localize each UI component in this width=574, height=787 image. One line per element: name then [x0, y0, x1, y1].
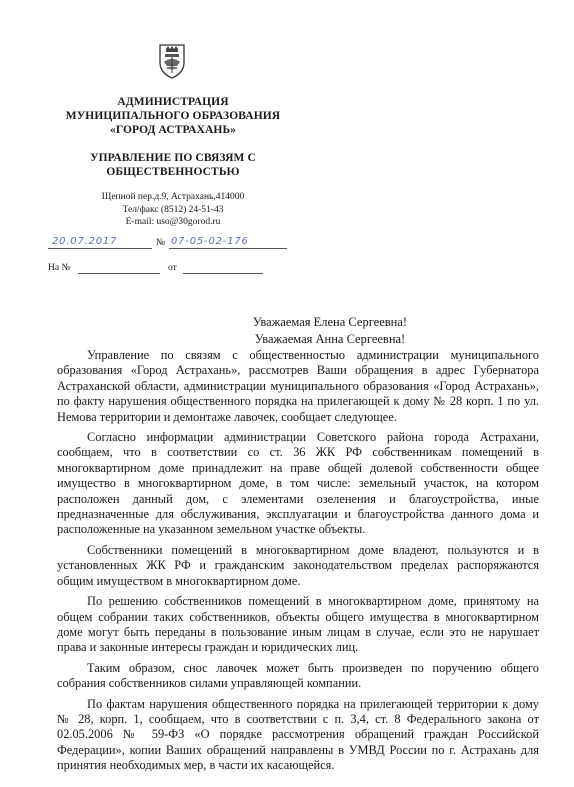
- letterhead: [58, 95, 288, 229]
- incoming-date-field: [183, 259, 263, 274]
- number-label: №: [156, 238, 166, 248]
- outgoing-registration-row: [48, 235, 288, 249]
- org-name-line-2: МУНИЦИПАЛЬНОГО ОБРАЗОВАНИЯ: [65, 110, 281, 122]
- department-line-1: УПРАВЛЕНИЕ ПО СВЯЗЯМ С: [90, 152, 256, 164]
- address-street: Щепной пер.д.9, Астрахань,414000: [101, 192, 245, 202]
- salutation-line-2: Уважаемая Анна Сергеевна!: [254, 332, 406, 346]
- number-field: [169, 234, 287, 249]
- department-line-2: ОБЩЕСТВЕННОСТЬЮ: [106, 166, 240, 178]
- salutation-line-1: Уважаемая Елена Сергеевна!: [252, 315, 408, 329]
- org-name-line-1: АДМИНИСТРАЦИЯ: [117, 96, 229, 108]
- salutation: [200, 314, 460, 348]
- handwritten-number: 07-05-02-176: [171, 236, 249, 247]
- address-block: [58, 191, 288, 229]
- handwritten-date: 20.07.2017: [52, 236, 118, 247]
- incoming-number-label: На №: [48, 263, 71, 273]
- body-paragraph-5: Таким образом, снос лавочек может быть произведен по поручению общего собрания собственников силами управляющей компании.: [57, 660, 539, 691]
- address-email: E-mail: uso@30gorod.ru: [125, 217, 221, 227]
- body-paragraph-4: По решению собственников помещений в многоквартирном доме, принятому на общем собрании таких собственников, объекты общего имущества в многоквартирном доме могут быть переданы в пользование иным лицам в случае, если это не нарушает права и законные интересы граждан и юридических лиц.: [57, 594, 539, 655]
- body-paragraph-2: Согласно информации администрации Советского района города Астрахани, сообщаем, что в соответствии со ст. 36 ЖК РФ собственникам помещений в многоквартирном доме принадлежит на праве общей долевой собственности общее имущество в многоквартирном доме, в том числе: земельный участок, на котором расположен данный дом, с элементами озеленения и благоустройства, иные предназначенные для обслуживания, эксплуатации и благоустройства данного дома и расположенные на указанном земельном участке объекты.: [57, 430, 539, 537]
- date-field: [48, 234, 152, 249]
- incoming-date-label: от: [168, 263, 177, 273]
- incoming-reference-row: [48, 260, 263, 274]
- incoming-number-field: [78, 259, 160, 274]
- coat-of-arms-icon: [157, 43, 187, 79]
- org-name-line-3: «ГОРОД АСТРАХАНЬ»: [109, 124, 236, 136]
- address-phone: Тел/факс (8512) 24-51-43: [122, 204, 224, 215]
- body-paragraph-6: По фактам нарушения общественного порядка на прилегающей территории к дому № 28, корп. 1, сообщаем, что в соответствии с п. 3,4, ст. 8 Федерального закона от 02.05.2006 № 59-ФЗ «О порядке рассмотрения обращений граждан Российской Федерации», копии Ваших обращений направлены в УМВД России по г. Астрахань для принятия необходимых мер, в части их касающейся.: [57, 696, 539, 773]
- letter-body: [57, 348, 539, 779]
- body-paragraph-3: Собственники помещений в многоквартирном доме владеют, пользуются и в установленных ЖК РФ и гражданским законодательством пределах распоряжаются общим имуществом в многоквартирном доме.: [57, 542, 539, 588]
- body-paragraph-1: Управление по связям с общественностью администрации муниципального образования «Город Астрахань», рассмотрев Ваши обращения в адрес Губернатора Астраханской области, администрации муниципального образования «Город Астрахань», по факту нарушения общественного порядка на прилегающей к дому № 28 корп. 1 по ул. Немова территории и демонтаже лавочек, сообщает следующее.: [57, 348, 539, 424]
